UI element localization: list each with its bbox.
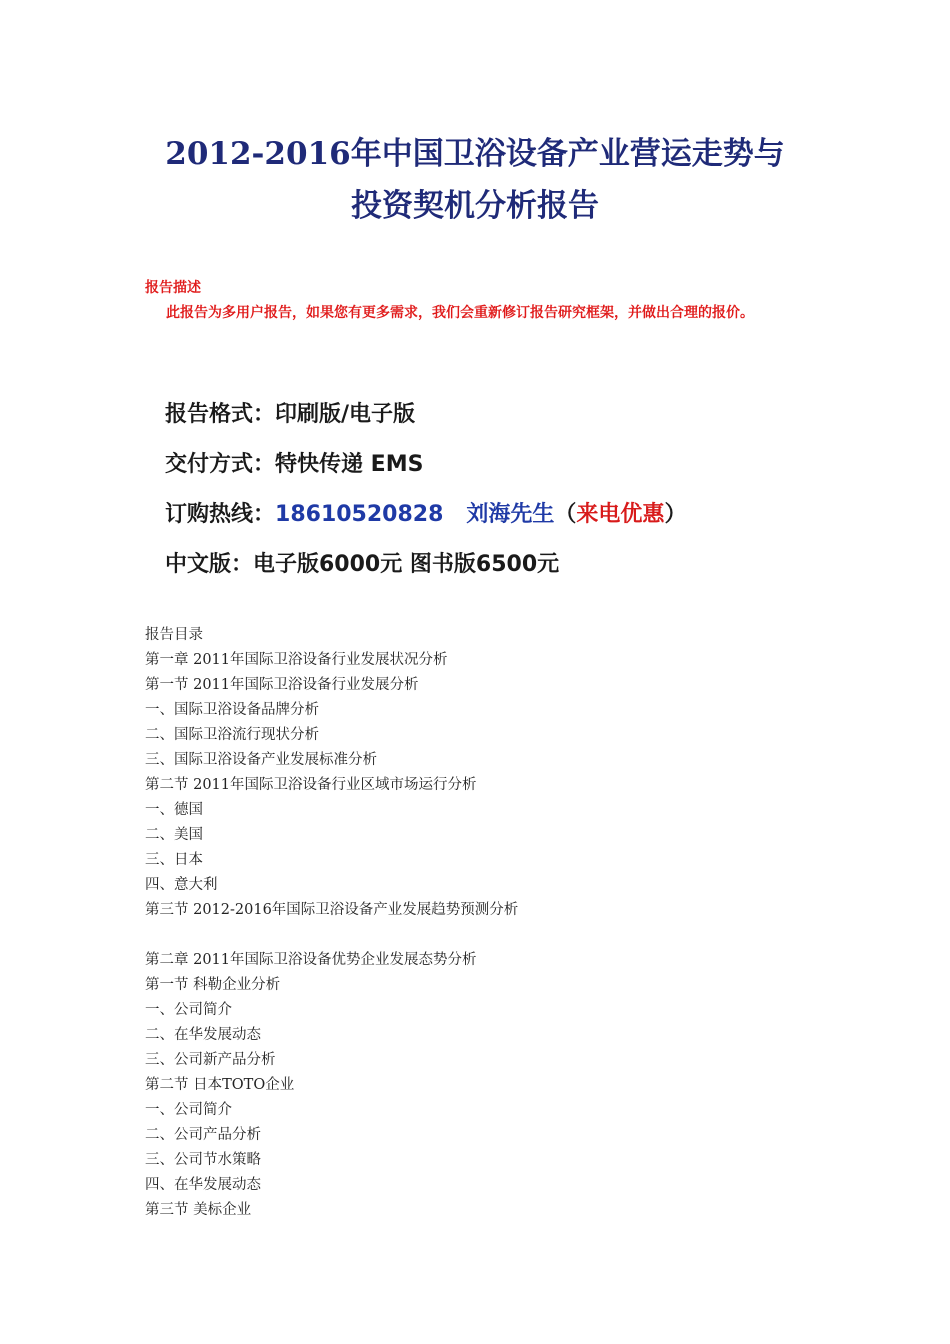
toc-item: 二、公司产品分析 [145,1127,261,1143]
description-heading: 报告描述 [145,280,201,296]
order-hotline [165,490,785,540]
toc-item: 二、美国 [145,827,203,843]
toc-item: 三、公司新产品分析 [145,1052,276,1068]
paren-open: （ [554,502,577,527]
toc-item: 第一节 科勒企业分析 [145,977,281,993]
toc-item: 一、公司简介 [145,1002,232,1018]
toc-item: 第一节 2011年国际卫浴设备行业发展分析 [145,677,419,693]
toc-item: 第三节 2012-2016年国际卫浴设备产业发展趋势预测分析 [145,902,519,918]
toc-item: 第一章 2011年国际卫浴设备行业发展状况分析 [145,652,448,668]
toc-item: 四、意大利 [145,877,218,893]
toc-block-2 [145,948,845,1223]
table-of-contents [145,623,845,1223]
toc-item: 一、国际卫浴设备品牌分析 [145,702,319,718]
contact-name: 刘海先生 [466,502,555,527]
toc-item: 三、国际卫浴设备产业发展标准分析 [145,752,377,768]
delivery-method: 交付方式：特快传递 EMS [165,452,424,477]
promo-text: 来电优惠 [576,502,665,527]
toc-item: 二、国际卫浴流行现状分析 [145,727,319,743]
toc-item: 三、公司节水策略 [145,1152,261,1168]
toc-item: 第三节 美标企业 [145,1202,252,1218]
toc-heading: 报告目录 [145,627,203,643]
toc-item: 一、德国 [145,802,203,818]
toc-item: 第二节 日本TOTO企业 [145,1077,295,1093]
description-text: 此报告为多用户报告，如果您有更多需求，我们会重新修订报告研究框架，并做出合理的报价。 [166,305,754,321]
toc-item: 四、在华发展动态 [145,1177,261,1193]
toc-item: 第二节 2011年国际卫浴设备行业区域市场运行分析 [145,777,477,793]
order-info-box [165,390,785,590]
title-line-1: 2012-2016年中国卫浴设备产业营运走势与 [165,136,785,172]
paren-close: ） [664,502,687,527]
hotline-number: 18610520828 [275,502,444,527]
toc-block-1 [145,648,845,923]
price-info: 中文版：电子版6000元 图书版6500元 [165,552,560,577]
title-line-2: 投资契机分析报告 [351,188,599,224]
report-format: 报告格式：印刷版/电子版 [165,402,416,427]
report-title [0,128,950,232]
toc-item: 一、公司简介 [145,1102,232,1118]
toc-item: 二、在华发展动态 [145,1027,261,1043]
report-description [145,276,810,326]
toc-item: 第二章 2011年国际卫浴设备优势企业发展态势分析 [145,952,477,968]
toc-item: 三、日本 [145,852,203,868]
hotline-label: 订购热线： [165,502,276,527]
toc-spacer [145,923,845,948]
